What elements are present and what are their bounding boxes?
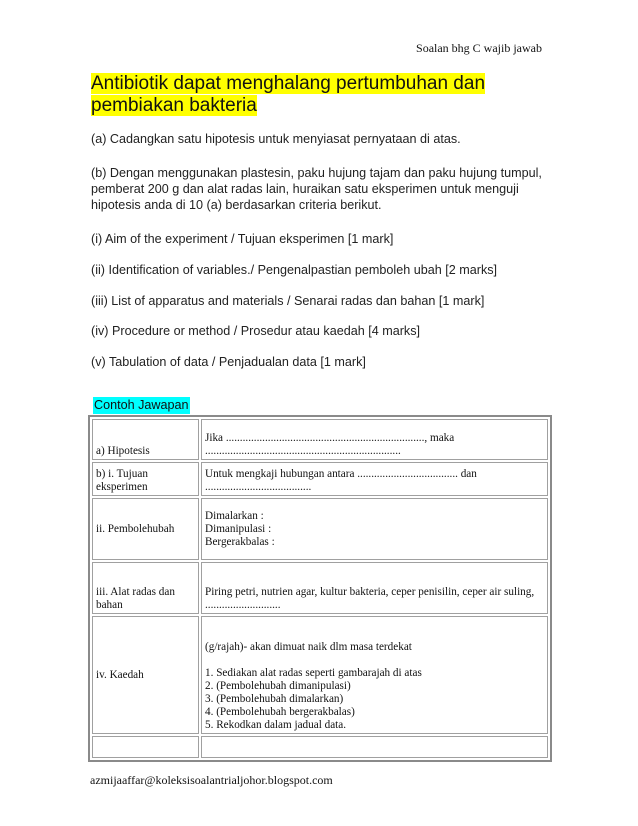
title-line-2: pembiakan bakteria [91, 95, 257, 116]
table-row [92, 736, 548, 758]
page-title [91, 73, 511, 117]
empty-cell [92, 736, 199, 758]
bergerakbalas: Bergerakbalas : [205, 535, 275, 548]
criterion-variables: (ii) Identification of variables./ Pengenalpastian pemboleh ubah [2 marks] [91, 263, 498, 277]
footer-url: azmijaaffar@koleksisoalantrialjohor.blogspot.com [90, 773, 333, 787]
kaedah-step: 2. (Pembolehubah dimanipulasi) [205, 680, 351, 692]
answer-label: Contoh Jawapan [94, 398, 189, 412]
dimanipulasi: Dimanipulasi : [205, 522, 272, 535]
kaedah-step: 4. (Pembolehubah bergerakbalas) [205, 706, 355, 718]
table-row [92, 462, 548, 496]
kaedah-intro: (g/rajah)- akan dimuat naik dlm masa terdekat [205, 641, 412, 653]
criterion-apparatus: (iii) List of apparatus and materials / Senarai radas dan bahan [1 mark] [91, 294, 485, 308]
hipotesis-label: a) Hipotesis [92, 419, 199, 460]
kaedah-answer [201, 616, 548, 734]
empty-cell [201, 736, 548, 758]
dimalarkan: Dimalarkan : [205, 509, 264, 522]
hipotesis-line-1: Jika ......................................................................., maka [205, 432, 455, 444]
header-note: Soalan bhg C wajib jawab [416, 41, 542, 55]
criterion-procedure: (iv) Procedure or method / Prosedur atau kaedah [4 marks] [91, 324, 420, 338]
question-b: (b) Dengan menggunakan plastesin, paku hujung tajam dan paku hujung tumpul, pemberat 200 g dan alat radas lain, huraikan satu eksperimen untuk menguji hipotesis anda di 10 (a) berdasarkan criteria berikut. [91, 166, 542, 212]
title-line-1: Antibiotik dapat menghalang pertumbuhan dan [91, 73, 486, 94]
radas-label: iii. Alat radas dan bahan [92, 562, 199, 614]
hipotesis-answer [201, 419, 548, 460]
kaedah-step: 1. Sediakan alat radas seperti gambarajah di atas [205, 667, 422, 679]
question-a: (a) Cadangkan satu hipotesis untuk menyiasat pernyataan di atas. [91, 132, 461, 146]
kaedah-step: 3. (Pembolehubah dimalarkan) [205, 693, 344, 705]
tujuan-answer [201, 462, 548, 496]
table-row [92, 616, 548, 734]
tujuan-label: b) i. Tujuan eksperimen [92, 462, 199, 496]
table-row [92, 498, 548, 560]
criterion-aim: (i) Aim of the experiment / Tujuan eksperimen [1 mark] [91, 232, 394, 246]
table-row [92, 562, 548, 614]
hipotesis-line-2: ...................................................................... [205, 445, 401, 457]
answer-table [88, 415, 552, 762]
kaedah-step: 5. Rekodkan dalam jadual data. [205, 719, 347, 731]
tujuan-line-2: ...................................... [205, 481, 312, 493]
tujuan-line-1: Untuk mengkaji hubungan antara .................................... dan [205, 468, 477, 480]
pembolehubah-answer [201, 498, 548, 560]
table-row [92, 419, 548, 460]
kaedah-label: iv. Kaedah [92, 616, 199, 734]
radas-answer: Piring petri, nutrien agar, kultur bakteria, ceper penisilin, ceper air suling, ........................... [201, 562, 548, 614]
criterion-tabulation: (v) Tabulation of data / Penjadualan data [1 mark] [91, 355, 366, 369]
pembolehubah-label: ii. Pembolehubah [92, 498, 199, 560]
